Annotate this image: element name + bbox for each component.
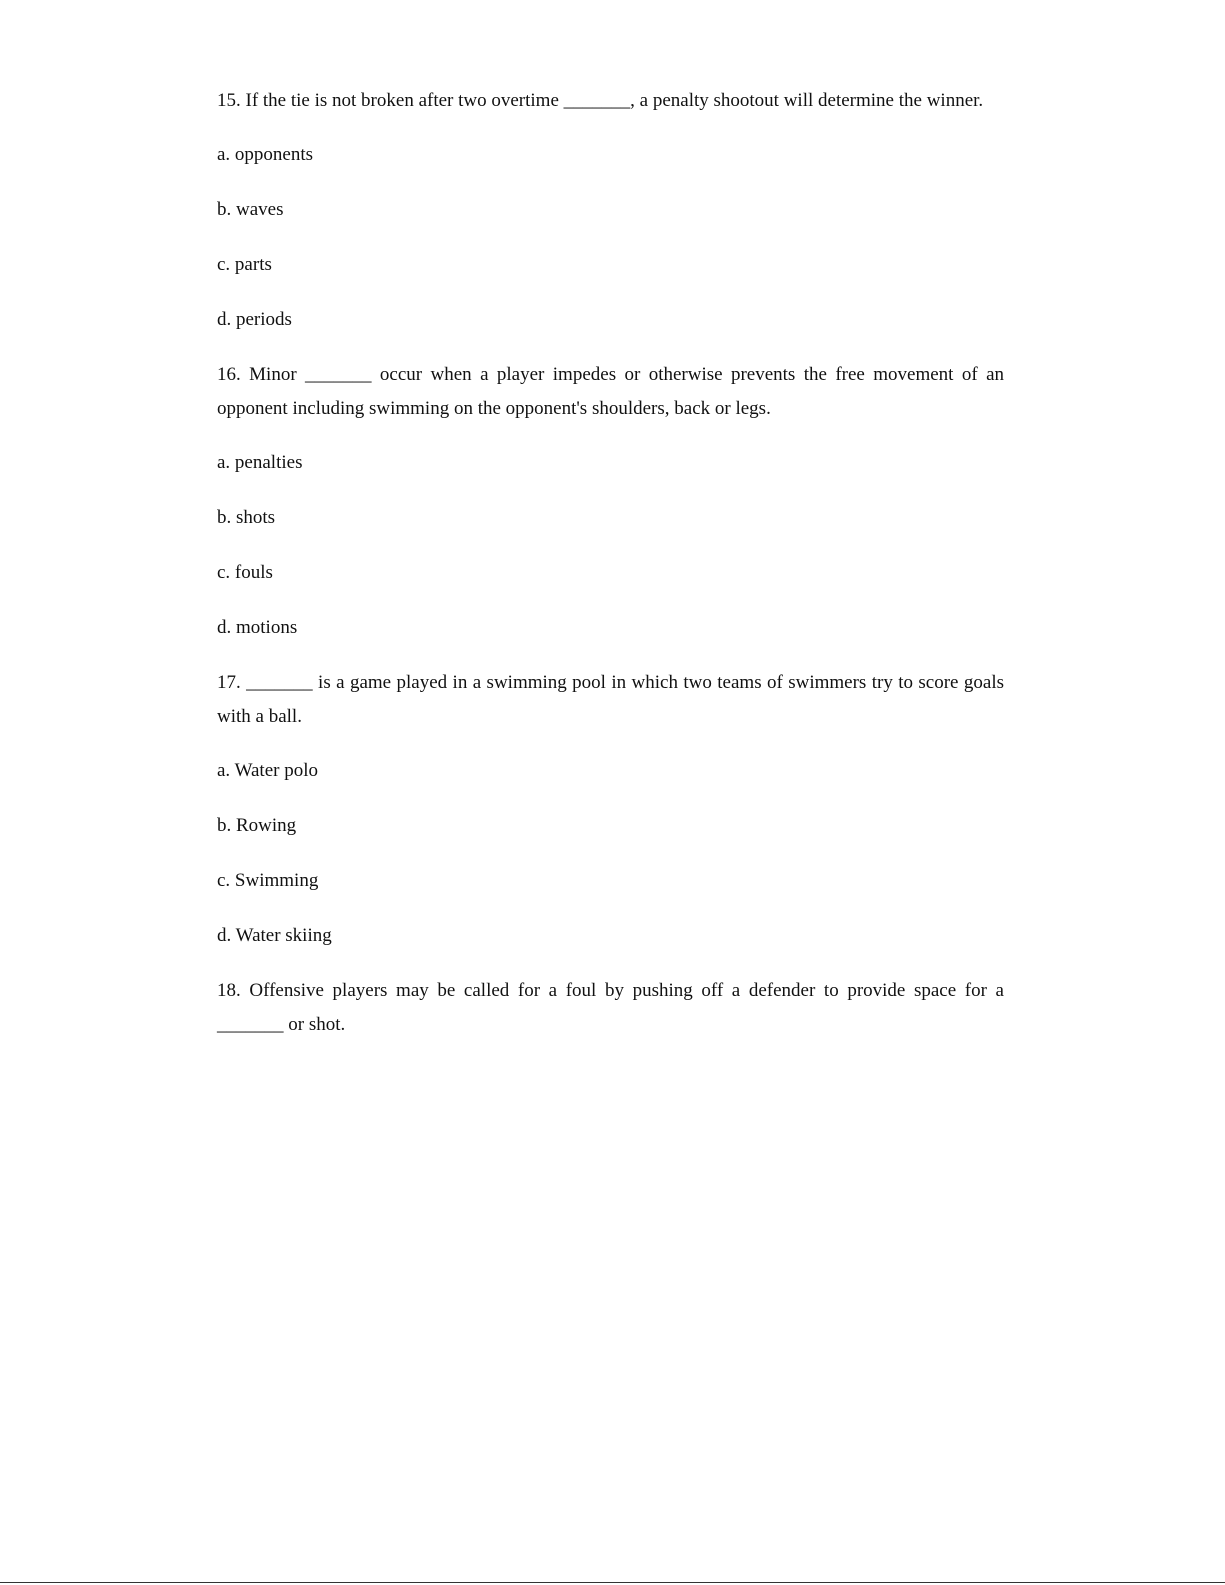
question-17-option-a: a. Water polo xyxy=(217,760,319,781)
question-17: 17. _______ is a game played in a swimming pool in which two teams of swimmers try to score goals with a ball. xyxy=(217,672,1004,727)
question-15-option-c: c. parts xyxy=(217,254,272,275)
question-16: 16. Minor _______ occur when a player impedes or otherwise prevents the free movement of an opponent including swimming on the opponent's shoulders, back or legs. xyxy=(217,364,1004,419)
question-18: 18. Offensive players may be called for a foul by pushing off a defender to provide space for a _______ or shot. xyxy=(217,980,1004,1035)
question-15: 15. If the tie is not broken after two overtime _______, a penalty shootout will determine the winner. xyxy=(217,90,984,111)
question-17-option-c: c. Swimming xyxy=(217,870,319,891)
question-16-option-a: a. penalties xyxy=(217,452,303,473)
question-15-option-b: b. waves xyxy=(217,199,284,220)
question-16-option-d: d. motions xyxy=(217,617,298,638)
question-16-option-c: c. fouls xyxy=(217,562,273,583)
question-17-option-d: d. Water skiing xyxy=(217,925,332,946)
page-bottom-rule xyxy=(0,1582,1225,1583)
question-17-option-b: b. Rowing xyxy=(217,815,297,836)
question-15-option-d: d. periods xyxy=(217,309,292,330)
question-16-option-b: b. shots xyxy=(217,507,276,528)
question-15-option-a: a. opponents xyxy=(217,144,314,165)
quiz-content xyxy=(217,84,1004,1062)
